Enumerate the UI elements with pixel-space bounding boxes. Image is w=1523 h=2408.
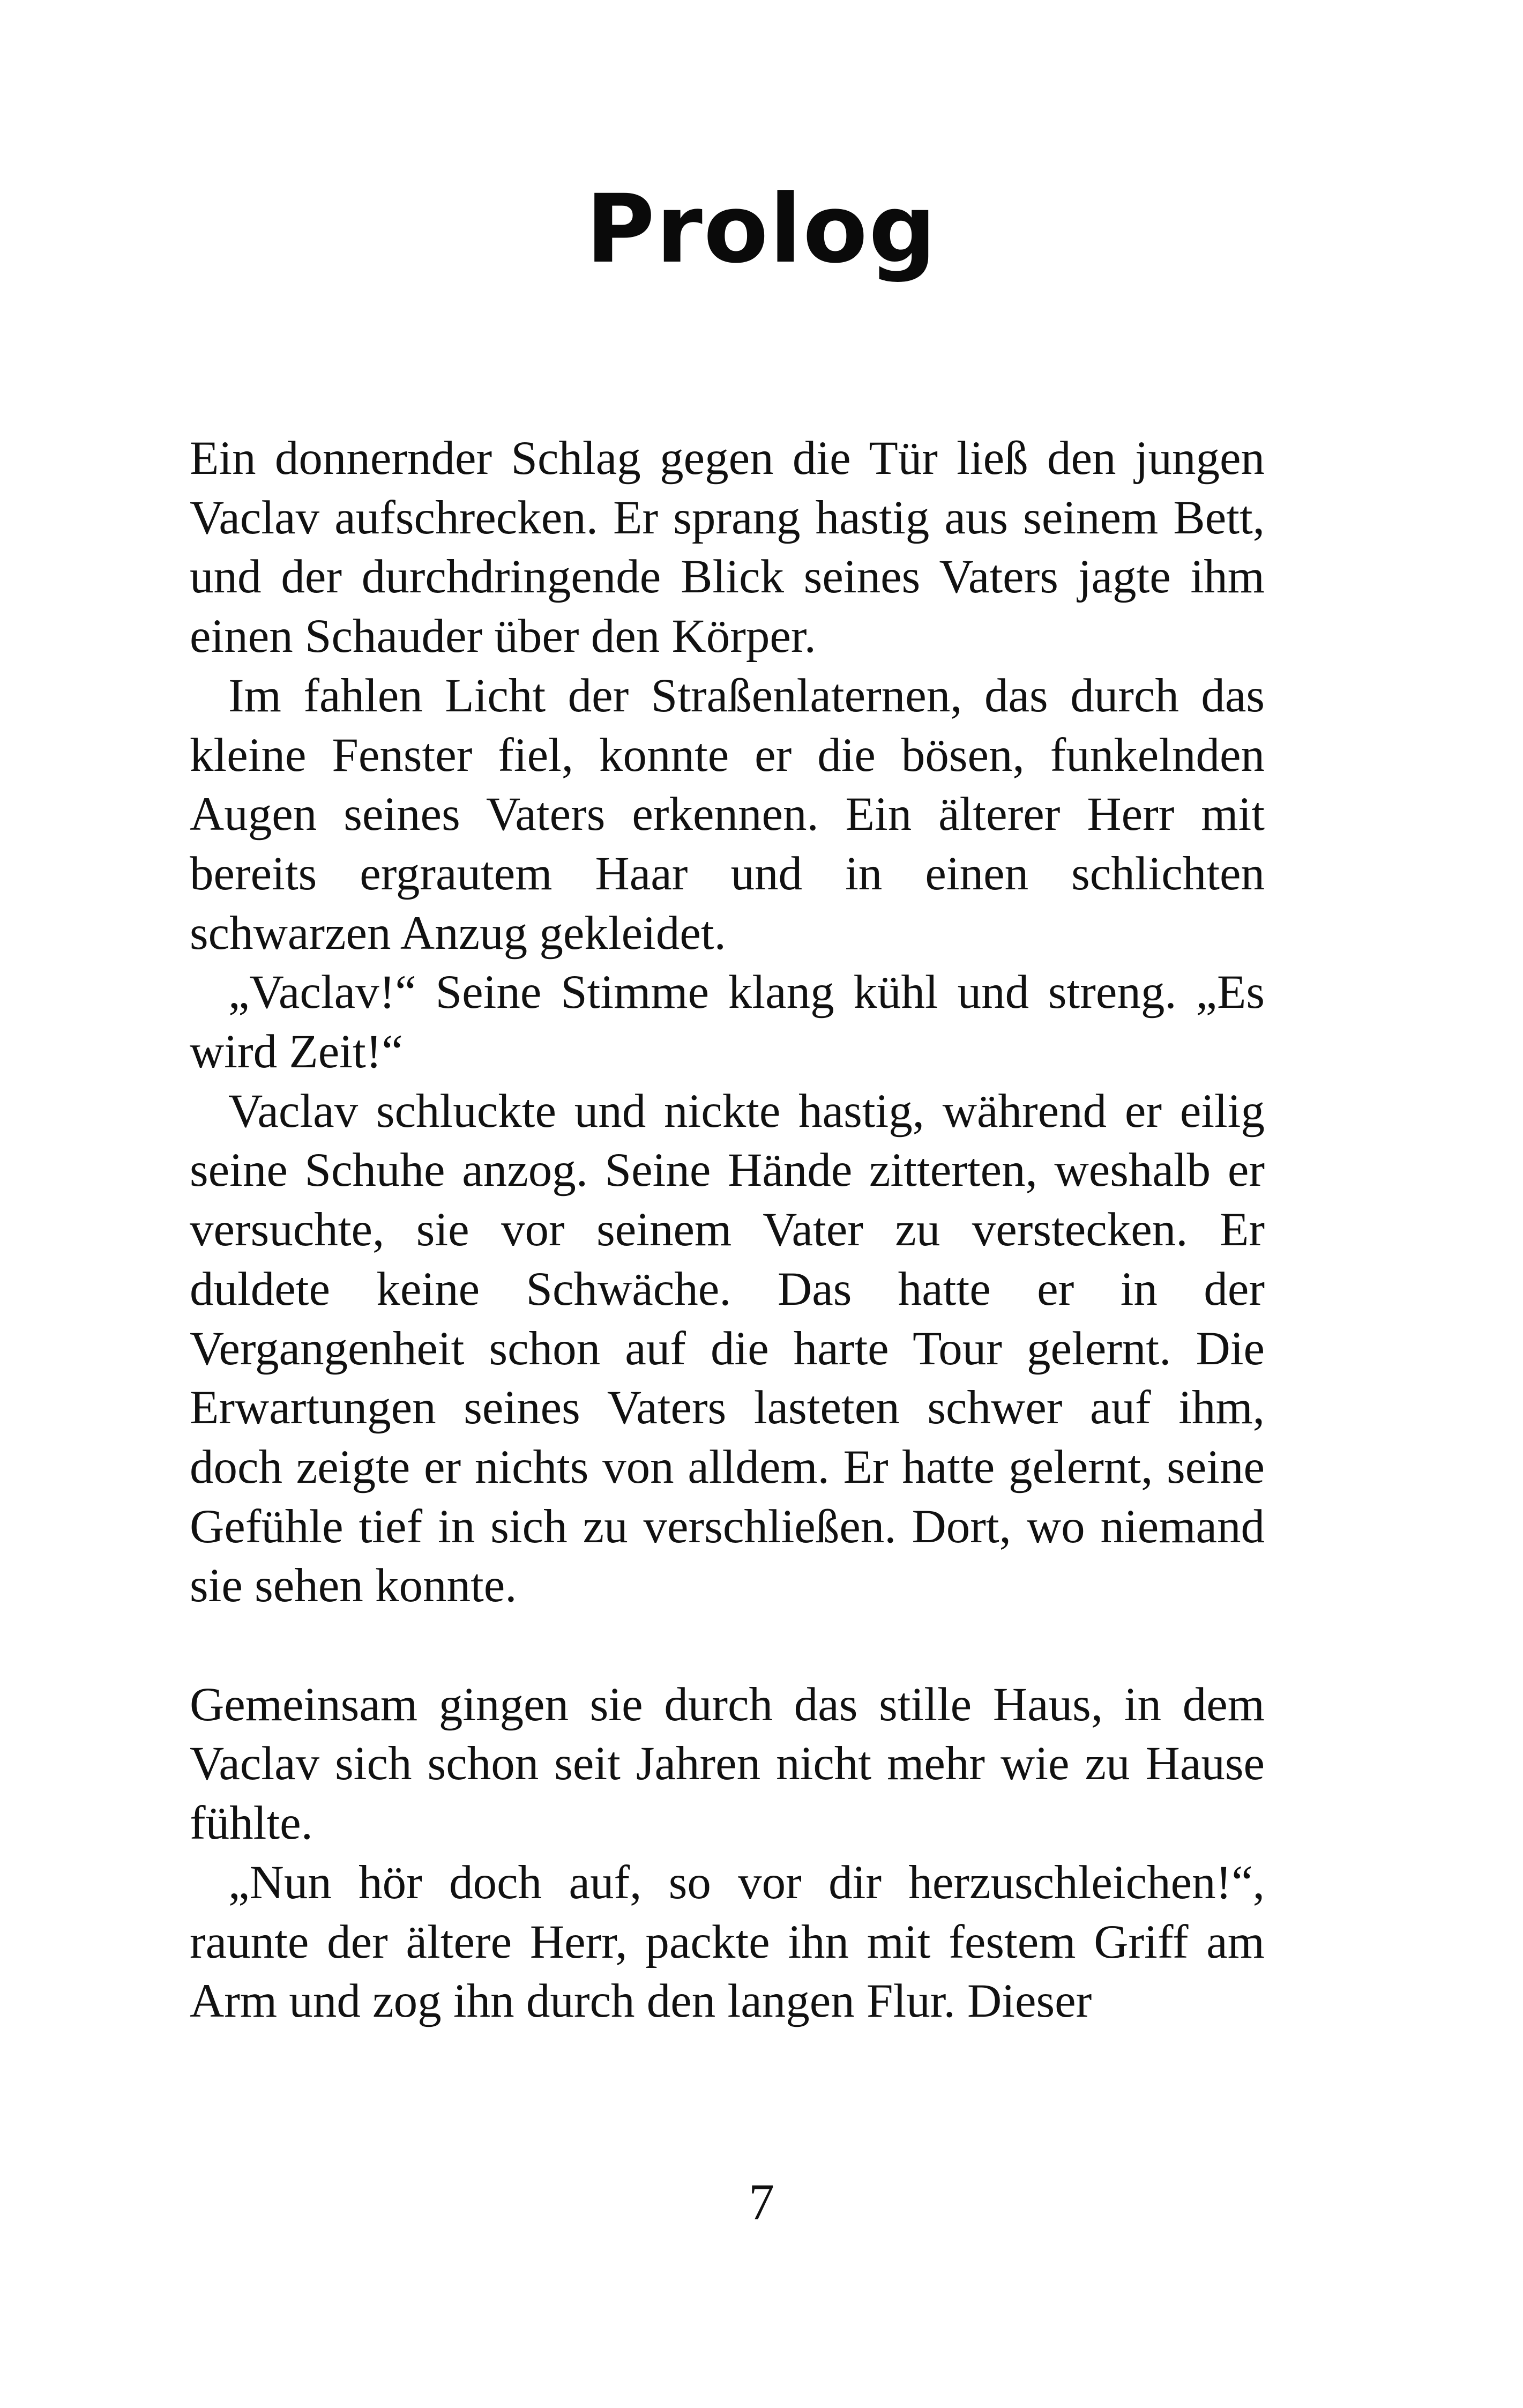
- paragraph: Vaclav schluckte und nickte hastig, während er eilig seine Schuhe anzog. Seine Hände zitterten, weshalb er versuchte, sie vor seinem Vater zu verstecken. Er duldete keine Schwäche. Das hatte er in der Vergangenheit schon auf die harte Tour gelernt. Die Erwartungen seines Vaters lasteten schwer auf ihm, doch zeigte er nichts von alldem. Er hatte gelernt, seine Gefühle tief in sich zu verschließen. Dort, wo niemand sie sehen konnte.: [190, 1084, 1265, 1612]
- chapter-title: Prolog: [586, 174, 937, 284]
- page-number: 7: [749, 2173, 774, 2231]
- paragraph: Ein donnernder Schlag gegen die Tür ließ den jungen Vaclav aufschrecken. Er sprang hastig aus seinem Bett, und der durchdringende Blick seines Vaters jagte ihm einen Schauder über den Körper.: [190, 432, 1265, 663]
- body-text: [190, 429, 1265, 2031]
- paragraph: Gemeinsam gingen sie durch das stille Haus, in dem Vaclav sich schon seit Jahren nicht mehr wie zu Hause fühlte.: [190, 1678, 1265, 1850]
- paragraph: „Vaclav!“ Seine Stimme klang kühl und streng. „Es wird Zeit!“: [190, 966, 1265, 1079]
- paragraph: „Nun hör doch auf, so vor dir herzuschleichen!“, raunte der ältere Herr, packte ihn mit festem Griff am Arm und zog ihn durch den langen Flur. Dieser: [190, 1856, 1265, 2028]
- paragraph: Im fahlen Licht der Straßenlaternen, das durch das kleine Fenster fiel, konnte er die bösen, funkelnden Augen seines Vaters erkennen. Ein älterer Herr mit bereits ergrautem Haar und in einen schlichten schwarzen Anzug gekleidet.: [190, 669, 1265, 960]
